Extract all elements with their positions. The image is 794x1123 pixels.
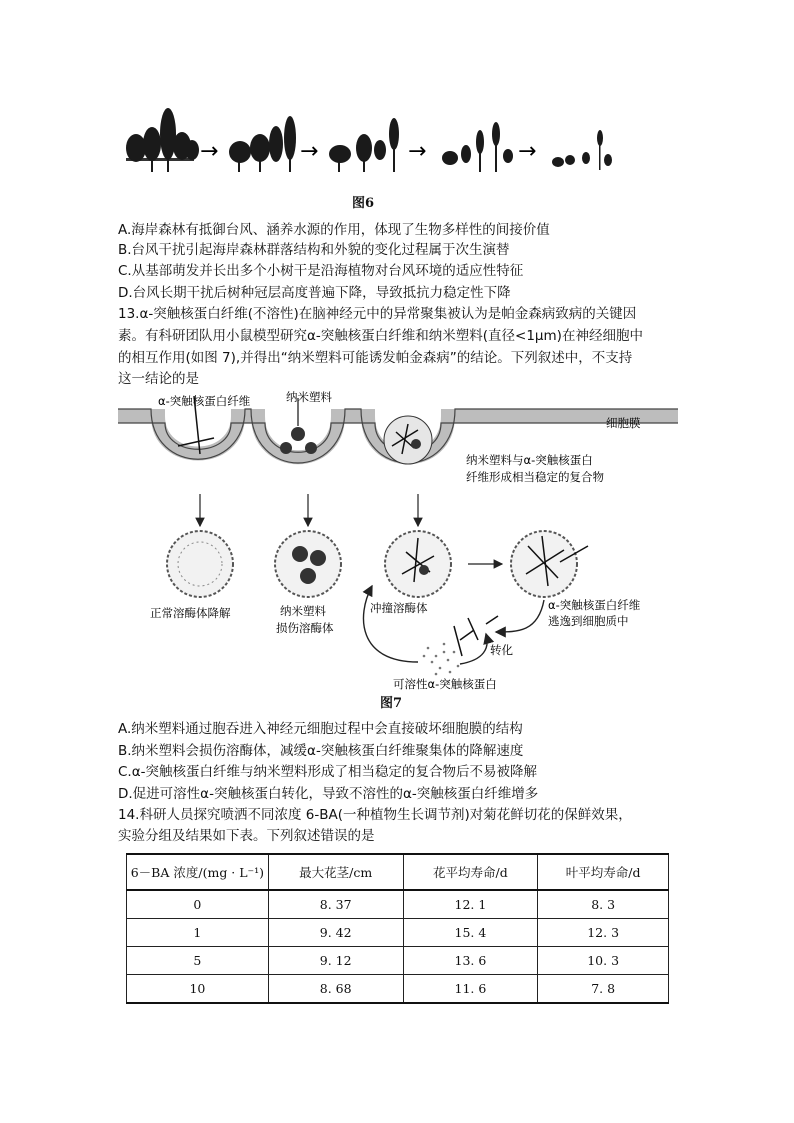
- label-escape-2: 逃逸到细胞质中: [548, 614, 629, 628]
- label-fiber: α-突触核蛋白纤维: [158, 394, 251, 408]
- lysosome-escape: [511, 531, 588, 597]
- arrow-convert: [460, 634, 487, 664]
- option-a-q13: A.纳米塑料通过胞吞进入神经元细胞过程中会直接破坏细胞膜的结构: [118, 721, 523, 737]
- cell: 1: [127, 919, 269, 947]
- label-soluble: 可溶性α-突触核蛋白: [393, 677, 497, 691]
- label-nanoplastic: 纳米塑料: [286, 390, 332, 404]
- cell: 11. 6: [403, 975, 538, 1004]
- cell: 8. 68: [268, 975, 403, 1004]
- cell: 9. 12: [268, 947, 403, 975]
- q14-line-1: 14.科研人员探究喷洒不同浓度 6-BA(一种植物生长调节剂)对菊花鲜切花的保鲜效果，: [118, 807, 632, 823]
- tree-stage-3-icon: [329, 118, 399, 172]
- cell: 10: [127, 975, 269, 1004]
- label-damage-1: 纳米塑料: [280, 604, 326, 618]
- table-row: [127, 919, 669, 947]
- header-max-stem: 最大花茎/cm: [268, 854, 403, 890]
- table-row: [127, 890, 669, 919]
- arrow-icon: →: [518, 139, 537, 164]
- option-d-q12: D.台风长期干扰后树种冠层高度普遍下降，导致抵抗力稳定性下降: [118, 285, 511, 301]
- option-c-q12: C.从基部萌发并长出多个小树干是沿海植物对台风环境的适应性特征: [118, 263, 524, 279]
- figure7-diagram: [118, 386, 678, 692]
- complex-in-pit: [384, 416, 432, 464]
- lysosome-damaged: [275, 531, 341, 597]
- option-c-q13: C.α-突触核蛋白纤维与纳米塑料形成了相当稳定的复合物后不易被降解: [118, 764, 537, 780]
- cell: 8. 37: [268, 890, 403, 919]
- label-complex-1: 纳米塑料与α-突触核蛋白: [466, 453, 593, 467]
- header-flower-life: 花平均寿命/d: [403, 854, 538, 890]
- soluble-protein-cloud: [423, 643, 460, 676]
- tree-stage-4-icon: [442, 122, 513, 172]
- arrow-curve-escape: [496, 600, 544, 632]
- nanoplastic-in-pit: [280, 398, 317, 454]
- label-normal: 正常溶酶体降解: [150, 606, 231, 620]
- cell: 9. 42: [268, 919, 403, 947]
- arrow-icon: →: [200, 139, 219, 164]
- arrow-icon: →: [408, 139, 427, 164]
- q14-line-2: 实验分组及结果如下表。下列叙述错误的是: [118, 828, 375, 844]
- results-table: [126, 853, 669, 1004]
- q13-line-1: 13.α-突触核蛋白纤维(不溶性)在脑神经元中的异常聚集被认为是帕金森病致病的关键因: [118, 306, 637, 322]
- header-concentration: 6－BA 浓度/(mg · L⁻¹): [127, 854, 269, 890]
- figure7-caption: 图7: [380, 696, 403, 711]
- table-row: [127, 947, 669, 975]
- cell: 13. 6: [403, 947, 538, 975]
- figure6-caption: 图6: [352, 196, 375, 211]
- q13-line-3: 的相互作用(如图 7),并得出“纳米塑料可能诱发帕金森病”的结论。下列叙述中，不支持: [118, 350, 633, 366]
- label-complex-2: 纤维形成相当稳定的复合物: [466, 470, 604, 484]
- label-damage-2: 损伤溶酶体: [276, 621, 334, 635]
- option-b-q13: B.纳米塑料会损伤溶酶体，减缓α-突触核蛋白纤维聚集体的降解速度: [118, 743, 524, 759]
- table-header-row: [127, 854, 669, 890]
- lysosome-normal: [167, 531, 233, 597]
- tree-stage-1-icon: [126, 108, 199, 172]
- figure6-forest-sequence: [118, 108, 618, 188]
- label-escape-1: α-突触核蛋白纤维: [548, 598, 641, 612]
- cell: 12. 1: [403, 890, 538, 919]
- option-b-q12: B.台风干扰引起海岸森林群落结构和外貌的变化过程属于次生演替: [118, 242, 510, 258]
- lysosome-burst: [385, 531, 451, 597]
- option-a-q12: A.海岸森林有抵御台风、涵养水源的作用，体现了生物多样性的间接价值: [118, 222, 550, 238]
- tree-stage-5-icon: [552, 130, 612, 170]
- label-membrane: 细胞膜: [606, 416, 641, 430]
- cell: 0: [127, 890, 269, 919]
- arrow-curve-left: [363, 586, 418, 662]
- header-leaf-life: 叶平均寿命/d: [538, 854, 669, 890]
- cell: 10. 3: [538, 947, 669, 975]
- label-burst: 冲撞溶酶体: [370, 601, 428, 615]
- cell: 15. 4: [403, 919, 538, 947]
- cell: 5: [127, 947, 269, 975]
- label-convert: 转化: [490, 643, 513, 657]
- cell: 7. 8: [538, 975, 669, 1004]
- q13-line-4: 这一结论的是: [118, 371, 199, 387]
- arrow-icon: →: [300, 139, 319, 164]
- cell: 12. 3: [538, 919, 669, 947]
- table-row: [127, 975, 669, 1004]
- q13-line-2: 素。有科研团队用小鼠模型研究α-突触核蛋白纤维和纳米塑料(直径<1μm)在神经细胞中: [118, 328, 643, 344]
- option-d-q13: D.促进可溶性α-突触核蛋白转化，导致不溶性的α-突触核蛋白纤维增多: [118, 786, 539, 802]
- tree-stage-2-icon: [229, 116, 296, 172]
- cell: 8. 3: [538, 890, 669, 919]
